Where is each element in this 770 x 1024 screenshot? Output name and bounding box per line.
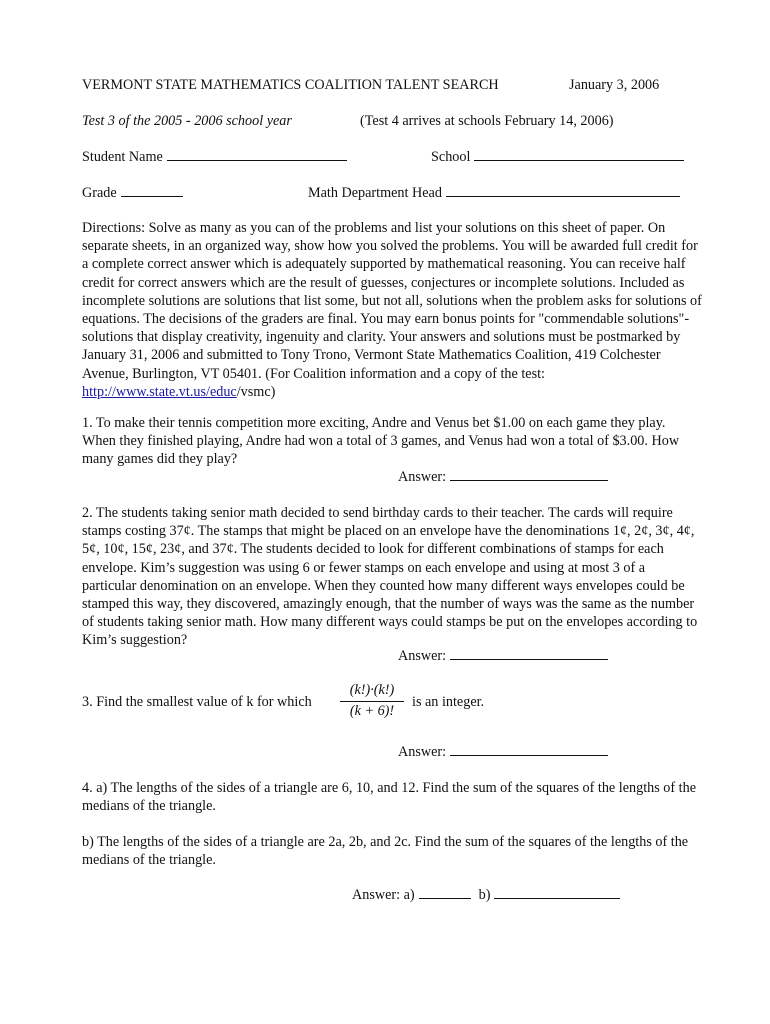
student-name-field[interactable] xyxy=(82,148,347,166)
test-line: Test 3 of the 2005 - 2006 school year xyxy=(82,113,292,129)
directions-text: Directions: Solve as many as you can of the problems and list your solutions on this sheet of paper. On separate sheets, in an organized way, show how you solved the problems. You will be awarded full credit for a complete correct answer which is adequately supported by mathematical reasoning. You can receive half credit for correct answers which are the result of guesses, conjectures or incomplete solutions. Included as incomplete solutions are solutions that list some, but not all, solutions when the problem asks for solutions of equations. The decisions of the graders are final. You may earn bonus points for "commendable solutions"- solutions that display creativity, ingenuity and clarity. Your answers and solutions must be postmarked by January 31, 2006 and submitted to Tony Trono, Vermont State Mathematics Coalition, 419 Colchester Avenue, Burlington, VT 05401. (For Coalition information and a copy of the test: xyxy=(82,220,702,382)
answer-3-blank[interactable] xyxy=(450,743,608,756)
answer-4b-blank[interactable] xyxy=(494,886,620,899)
coalition-link[interactable]: http://www.state.vt.us/educ xyxy=(82,383,237,400)
answer-2-label: Answer: xyxy=(398,648,447,664)
header-date: January 3, 2006 xyxy=(569,77,660,93)
answer-2[interactable] xyxy=(398,647,608,665)
grade-label: Grade xyxy=(82,185,117,201)
directions-tail: /vsmc) xyxy=(236,383,276,400)
grade-field[interactable] xyxy=(82,184,183,202)
fraction-numerator: (k!)·(k!) xyxy=(340,682,404,702)
problem-1: 1. To make their tennis competition more exciting, Andre and Venus bet $1.00 on each game they play. When they finished playing, Andre had won a total of 3 games, and Venus had won a total of $3.00. How many games did they play? xyxy=(82,415,680,468)
answer-2-blank[interactable] xyxy=(450,647,608,660)
math-head-field[interactable] xyxy=(308,184,680,202)
answer-4a-blank[interactable] xyxy=(419,886,471,899)
student-name-blank[interactable] xyxy=(167,148,347,161)
school-field[interactable] xyxy=(431,148,684,166)
answer-3[interactable] xyxy=(398,743,608,761)
school-label: School xyxy=(431,149,471,165)
problem-4a: 4. a) The lengths of the sides of a triangle are 6, 10, and 12. Find the sum of the squares of the lengths of the medians of the triangle. xyxy=(82,780,696,815)
student-name-label: Student Name xyxy=(82,149,163,165)
answer-1[interactable] xyxy=(398,468,608,486)
answer-4[interactable] xyxy=(352,886,620,904)
problem-3-lead: 3. Find the smallest value of k for which xyxy=(82,694,312,710)
answer-1-label: Answer: xyxy=(398,469,447,485)
header-title: VERMONT STATE MATHEMATICS COALITION TALENT SEARCH xyxy=(82,77,499,93)
math-head-blank[interactable] xyxy=(446,184,680,197)
problem-2: 2. The students taking senior math decided to send birthday cards to their teacher. The cards will require stamps costing 37¢. The stamps that might be placed on an envelope have the denominations 1¢, 2¢, 3¢, 4¢, 5¢, 10¢, 15¢, 23¢, and 37¢. The students decided to look for different combinations of stamps for each envelope. Kim’s suggestion was using 6 or fewer stamps on each envelope and using at most 3 of a particular denomination on an envelope. When they counted how many different ways envelopes could be stamped this way, they discovered, amazingly enough, that the number of ways was the same as the number of students taking senior math. How many different ways could stamps be put on the envelopes according to Kim’s suggestion? xyxy=(82,505,698,649)
answer-3-label: Answer: xyxy=(398,744,447,760)
fraction-denominator: (k + 6)! xyxy=(349,703,395,719)
answer-4b-label: b) xyxy=(478,887,491,903)
directions-paragraph xyxy=(82,219,702,401)
problem-3-fraction xyxy=(340,682,404,720)
answer-4a-label: Answer: a) xyxy=(352,887,415,903)
school-blank[interactable] xyxy=(474,148,684,161)
grade-blank[interactable] xyxy=(121,184,183,197)
math-head-label: Math Department Head xyxy=(308,185,442,201)
next-test-note: (Test 4 arrives at schools February 14, 2006) xyxy=(360,113,614,129)
problem-3-tail: is an integer. xyxy=(412,694,485,710)
answer-1-blank[interactable] xyxy=(450,468,608,481)
problem-4b: b) The lengths of the sides of a triangle are 2a, 2b, and 2c. Find the sum of the squares of the lengths of the medians of the triangle. xyxy=(82,834,689,869)
